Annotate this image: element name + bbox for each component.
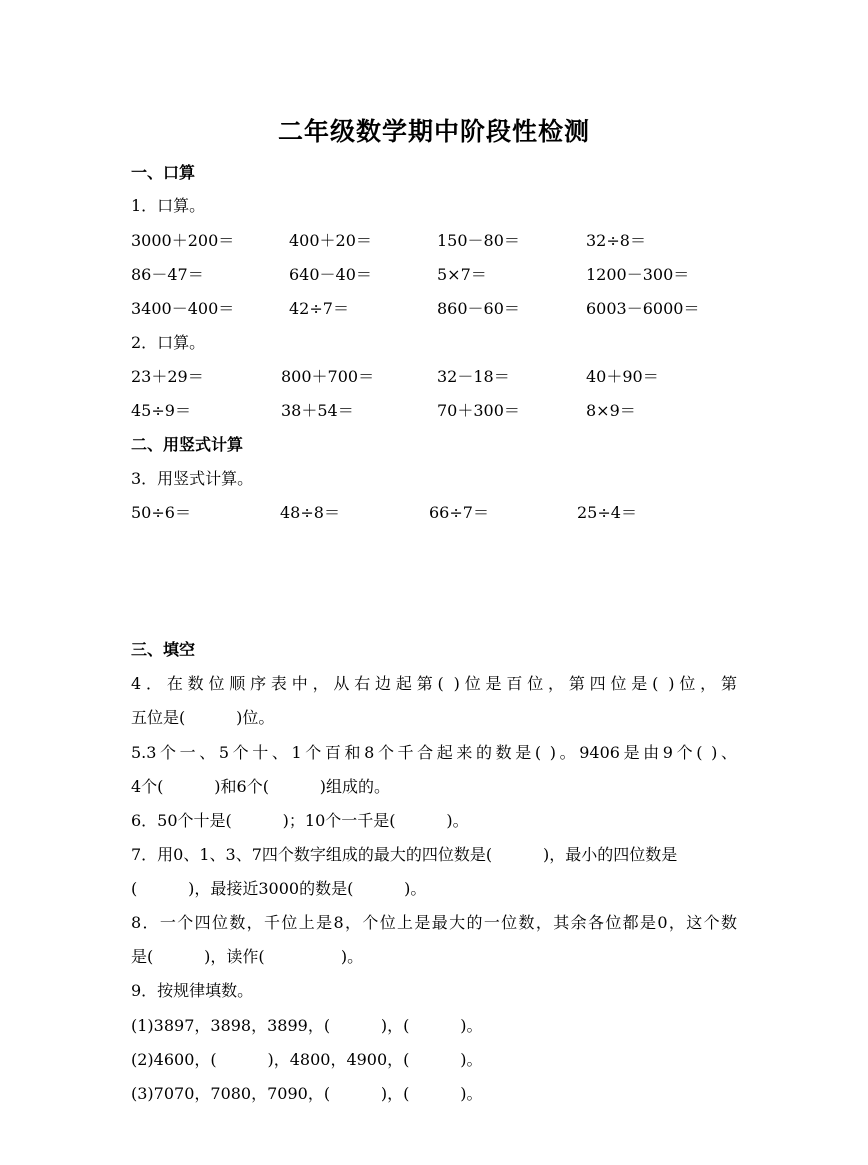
q2-item: 40＋90＝ bbox=[586, 367, 659, 386]
question-9-item: (3)7070，7080，7090，( )，( )。 bbox=[131, 1084, 483, 1103]
q2-item: 32－18＝ bbox=[437, 367, 510, 386]
q1-item: 5×7＝ bbox=[437, 265, 487, 284]
question-4-line-2: 五位是( )位。 bbox=[131, 708, 275, 727]
q2-item: 8×9＝ bbox=[586, 401, 636, 420]
question-9-item: (1)3897，3898，3899，( )，( )。 bbox=[131, 1016, 483, 1035]
section-heading-vertical-calc: 二、用竖式计算 bbox=[131, 435, 244, 454]
question-9-item: (2)4600，( )，4800，4900，( )。 bbox=[131, 1050, 483, 1069]
q1-item: 640－40＝ bbox=[289, 265, 372, 284]
section-heading-oral: 一、口算 bbox=[131, 163, 196, 182]
q2-item: 45÷9＝ bbox=[131, 401, 191, 420]
q1-item: 42÷7＝ bbox=[289, 299, 349, 318]
question-5-line-2: 4个( )和6个( )组成的。 bbox=[131, 777, 391, 796]
question-5-line-1: 5.3个一、5个十、1个百和8个千合起来的数是( )。9406是由9个( )、 bbox=[131, 743, 737, 762]
q2-item: 23＋29＝ bbox=[131, 367, 204, 386]
q1-item: 3000＋200＝ bbox=[131, 231, 235, 250]
question-7-line-2: ( )，最接近3000的数是( )。 bbox=[131, 879, 427, 898]
question-3-label: 3．用竖式计算。 bbox=[131, 469, 254, 488]
q1-item: 400＋20＝ bbox=[289, 231, 372, 250]
q3-item: 48÷8＝ bbox=[280, 503, 340, 522]
q1-item: 6003－6000＝ bbox=[586, 299, 700, 318]
q1-item: 150－80＝ bbox=[437, 231, 520, 250]
question-8-line-1: 8．一个四位数，千位上是8，个位上是最大的一位数，其余各位都是0，这个数 bbox=[131, 913, 737, 932]
q2-item: 38＋54＝ bbox=[281, 401, 354, 420]
q3-item: 50÷6＝ bbox=[131, 503, 191, 522]
q1-item: 860－60＝ bbox=[437, 299, 520, 318]
question-6-line-1: 6．50个十是( )；10个一千是( )。 bbox=[131, 811, 469, 830]
q2-item: 70＋300＝ bbox=[437, 401, 520, 420]
q1-item: 1200－300＝ bbox=[586, 265, 690, 284]
question-9-label: 9．按规律填数。 bbox=[131, 981, 254, 1000]
q1-item: 86－47＝ bbox=[131, 265, 204, 284]
question-2-label: 2．口算。 bbox=[131, 333, 206, 352]
q1-item: 32÷8＝ bbox=[586, 231, 646, 250]
question-1-label: 1．口算。 bbox=[131, 196, 206, 215]
q1-item: 3400－400＝ bbox=[131, 299, 235, 318]
section-heading-fill-blank: 三、填空 bbox=[131, 640, 196, 659]
q2-item: 800＋700＝ bbox=[281, 367, 375, 386]
q3-item: 25÷4＝ bbox=[577, 503, 637, 522]
page-title: 二年级数学期中阶段性检测 bbox=[277, 117, 590, 146]
q3-item: 66÷7＝ bbox=[429, 503, 489, 522]
question-7-line-1: 7．用0、1、3、7四个数字组成的最大的四位数是( )，最小的四位数是 bbox=[131, 845, 678, 864]
question-4-line-1: 4．在数位顺序表中，从右边起第( )位是百位，第四位是( )位，第 bbox=[131, 674, 737, 693]
question-8-line-2: 是( )，读作( )。 bbox=[131, 947, 364, 966]
